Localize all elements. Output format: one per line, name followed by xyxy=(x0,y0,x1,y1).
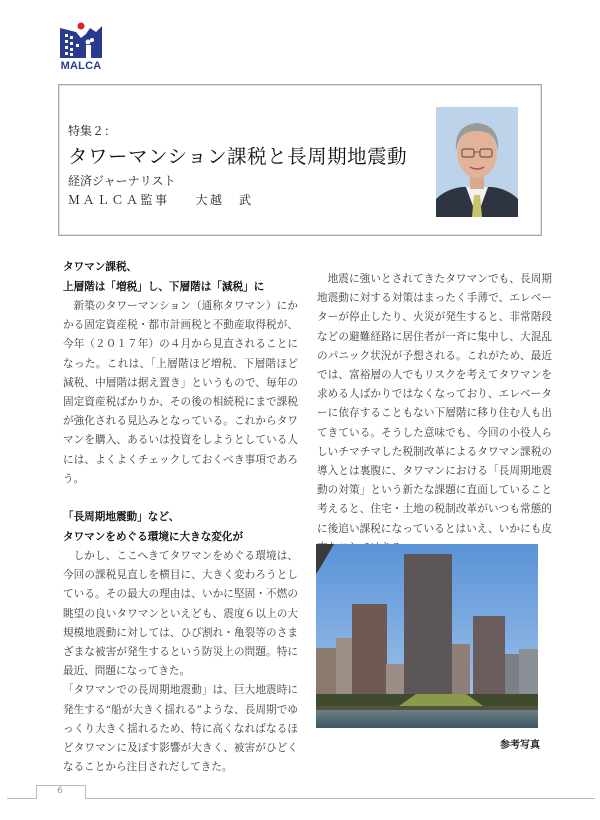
photo-caption: 参考写真 xyxy=(500,740,540,751)
feature-label: 特集２： xyxy=(68,124,117,138)
section-heading: 「長周期地震動」など、 xyxy=(63,511,180,524)
section-heading: 上層階は「増税」し、下層階は「減税」に xyxy=(63,280,265,293)
section-heading: タワマン課税、 xyxy=(63,261,138,273)
section-heading: タワマンをめぐる環境に大きな変化が xyxy=(63,530,244,543)
author-org-title: ＭＡＬＣＡ監事 xyxy=(68,193,170,207)
body-paragraph: 新築のタワーマンション（通称タワマン）にかかる固定資産税・都市計画税と不動産取得税が、今年（２０１７年）の４月から見直されることになった。これは、「上層階ほど増税、下層階ほど減税、中層階は据え置き」というもので、毎年の固定資産税ばかりか、その後の相続税にまで課税が強化される見込みとなっている。これからタワマンを購入、あるいは投資をしようとしている人には、よくよくチェックしておくべき事項であろう。 xyxy=(63,300,298,485)
article-column-right xyxy=(317,270,552,558)
malca-logo-icon xyxy=(60,22,102,58)
tower-mansion-photo-icon xyxy=(316,544,538,728)
body-paragraph: しかし、ここへきてタワマンをめぐる環境は、今回の課税見直しを横目に、大きく変わろうとしている。その最大の理由は、いかに堅固・不燃の眺望の良いタワマンといえども、震度６以上の大規模地震動に対しては、ひび割れ・亀裂等のさまざまな被害が発生するという防災上の問題。特に最近、問題になってきた。 xyxy=(63,550,298,678)
body-paragraph: 「タワマンでの長周期地震動」は、巨大地震時に発生する“船が大きく揺れる”ような、長周期でゆっくり大きく揺れるため、特に高くなればなるほどタワマンに及ぼす影響が大きく、被害がひどくなることから注目されだしてきた。 xyxy=(63,684,298,774)
article-title: タワーマンション課税と長周期地震動 xyxy=(68,145,408,168)
author-role: 経済ジャーナリスト xyxy=(68,174,176,188)
reference-photo xyxy=(316,544,538,728)
author-line xyxy=(68,191,254,208)
article-column-left xyxy=(63,258,298,777)
author-name: 大越 武 xyxy=(195,193,254,207)
footer-rule xyxy=(7,798,595,799)
body-paragraph: 地震に強いとされてきたタワマンでも、長周期地震動に対する対策はまったく手薄で、エレベーターが停止したり、火災が発生すると、非常階段などの避難経路に居住者が一斉に集中し、大混乱のパニック状況が予想される。これがため、最近では、富裕層の人でもリスクを考えてタワマンを求める人ばかりではなくなっており、エレベーターに依存することもない下層階に移り住む人も出てきている。そうした意味でも、今回の小役人らしいチマチマした税制改革によるタワマン課税の導入とは裏腹に、タワマンにおける「長周期地震動の対策」という新たな課題に直面していること考えると、住宅・土地の税制改革がいつも常態的に後追い課税になっているとはいえ、いかにも皮 xyxy=(317,273,552,535)
paragraph-spacer xyxy=(63,489,298,508)
malca-logo xyxy=(56,22,106,78)
author-portrait-icon xyxy=(436,107,518,217)
author-portrait xyxy=(436,107,518,217)
page-number: 6 xyxy=(57,786,63,796)
logo-text: MALCA xyxy=(60,60,102,72)
